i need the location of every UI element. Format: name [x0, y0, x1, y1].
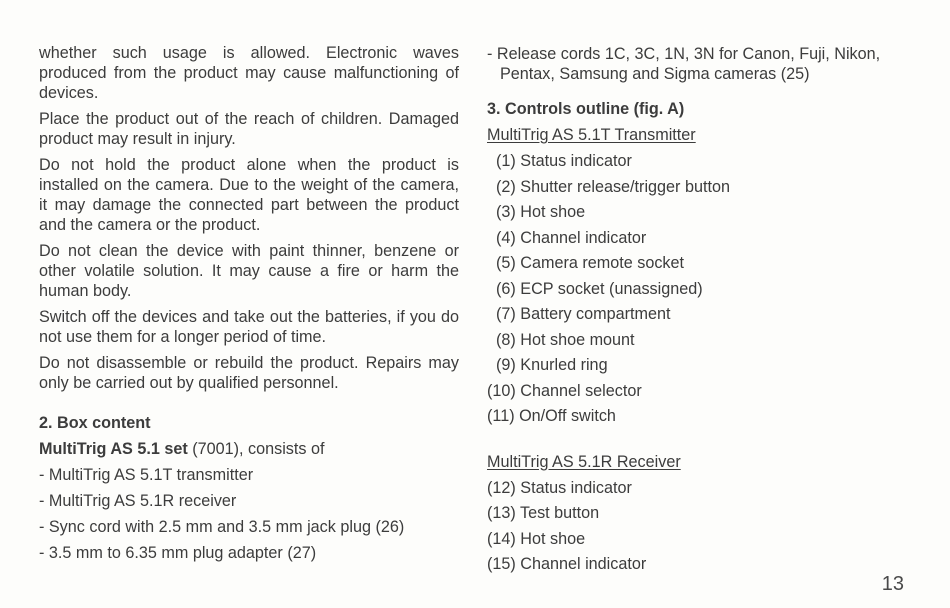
receiver-item: (14) Hot shoe	[487, 529, 586, 548]
set-name: MultiTrig AS 5.1 set	[39, 440, 188, 458]
set-description: (7001), consists of	[187, 440, 325, 458]
controls-heading: 3. Controls outline (fig. A)	[487, 100, 685, 118]
box-content-set-line	[39, 439, 459, 459]
paragraph-batteries: Switch off the devices and take out the batteries, if you do not use them for a longer period of time.	[39, 308, 459, 346]
paragraph-electronic-waves: whether such usage is allowed. Electronic waves produced from the product may cause malfunctioning of devices.	[39, 44, 459, 102]
release-cords-line-1: - Release cords 1C, 3C, 1N, 3N for Canon, Fuji, Nikon,	[487, 45, 881, 63]
release-cords-line-2: Pentax, Samsung and Sigma cameras (25)	[500, 65, 810, 83]
receiver-item: (12) Status indicator	[487, 478, 632, 497]
transmitter-item: (10) Channel selector	[487, 381, 642, 400]
paragraph-hold-product: Do not hold the product alone when the product is installed on the camera. Due to the weight of the camera, it may damage the connected part between the product and the camera or the product.	[39, 156, 459, 234]
left-column	[39, 43, 459, 569]
paragraph-disassemble: Do not disassemble or rebuild the product. Repairs may only be carried out by qualified personnel.	[39, 354, 459, 392]
paragraph-cleaning: Do not clean the device with paint thinner, benzene or other volatile solution. It may cause a fire or harm the human body.	[39, 242, 459, 300]
transmitter-item: (5) Camera remote socket	[496, 254, 685, 272]
box-item: - MultiTrig AS 5.1R receiver	[39, 492, 237, 510]
receiver-item: (13) Test button	[487, 504, 600, 522]
receiver-item: (15) Channel indicator	[487, 555, 647, 573]
transmitter-item: (7) Battery compartment	[496, 305, 671, 323]
transmitter-item: (2) Shutter release/trigger button	[496, 177, 730, 196]
receiver-title: MultiTrig AS 5.1R Receiver	[487, 452, 681, 471]
box-item: - 3.5 mm to 6.35 mm plug adapter (27)	[39, 544, 317, 562]
right-column	[487, 44, 917, 580]
transmitter-item: (11) On/Off switch	[487, 407, 616, 425]
box-content-heading: 2. Box content	[39, 414, 151, 432]
section-spacer	[487, 432, 917, 452]
transmitter-title: MultiTrig AS 5.1T Transmitter	[487, 126, 696, 144]
transmitter-item: (4) Channel indicator	[496, 228, 647, 247]
transmitter-item: (1) Status indicator	[496, 152, 632, 170]
paragraph-children: Place the product out of the reach of children. Damaged product may result in injury.	[39, 110, 459, 148]
transmitter-item: (3) Hot shoe	[496, 203, 586, 221]
box-item: - MultiTrig AS 5.1T transmitter	[39, 466, 254, 484]
transmitter-item: (8) Hot shoe mount	[496, 330, 635, 349]
page-number: 13	[881, 573, 904, 595]
transmitter-item: (9) Knurled ring	[496, 356, 608, 374]
transmitter-item: (6) ECP socket (unassigned)	[496, 279, 703, 298]
box-item: - Sync cord with 2.5 mm and 3.5 mm jack plug (26)	[39, 518, 405, 536]
